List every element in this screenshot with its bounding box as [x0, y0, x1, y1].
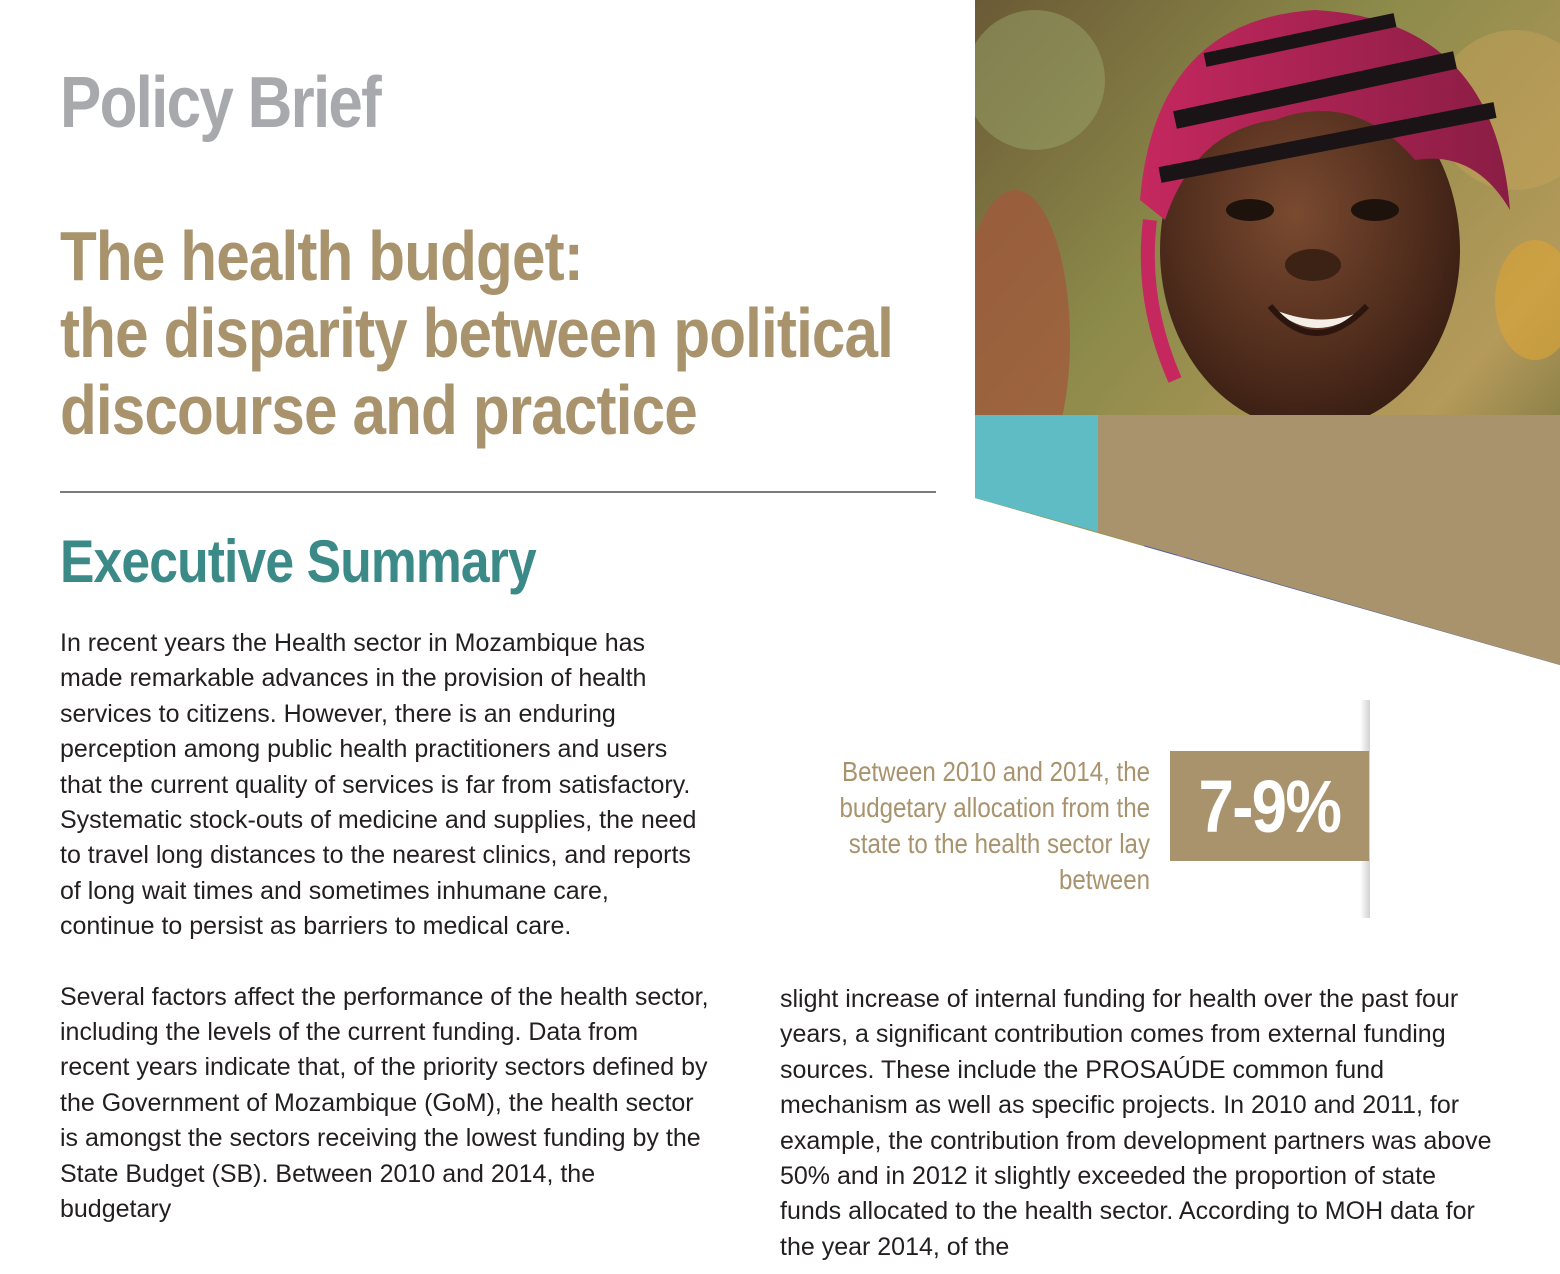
section-heading: Executive Summary — [60, 528, 536, 595]
title-divider — [60, 491, 936, 493]
title-line: discourse and practice — [60, 371, 697, 449]
body-column-left — [60, 626, 710, 1228]
callout-value: 7-9% — [1198, 764, 1341, 848]
document-title — [60, 218, 893, 449]
document-eyebrow: Policy Brief — [60, 63, 381, 143]
tan-accent-band — [1098, 415, 1560, 665]
body-paragraph: In recent years the Health sector in Mozambique has made remarkable advances in the provision of health services to citizens. However, there is an enduring perception among public health practitioners and users that the current quality of services is far from satisfactory. Systematic stock-outs of medicine and supplies, the need to travel long distances to the nearest clinics, and reports of long wait times and sometimes inhumane care, continue to persist as barriers to medical care. — [60, 629, 697, 941]
cover-photo-art — [975, 0, 1560, 665]
title-line: the disparity between political — [60, 294, 894, 372]
title-line: The health budget: — [60, 217, 583, 295]
callout-text: Between 2010 and 2014, the budgetary allocation from the state to the health sector lay between — [839, 756, 1150, 895]
body-column-right — [780, 982, 1500, 1265]
cover-photo — [975, 0, 1560, 665]
callout-box — [1170, 751, 1369, 861]
body-paragraph: Several factors affect the performance of the health sector, including the levels of the current funding. Data from recent years indicate that, of the priority sectors defined by the Government of Mozambique (GoM), the health sector is amongst the sectors receiving the lowest funding by the State Budget (SB). Between 2010 and 2014, the budgetary — [60, 982, 709, 1224]
body-paragraph: slight increase of internal funding for health over the past four years, a significant contribution comes from external funding sources. These include the PROSAÚDE common fund mechanism as well as specific projects. In 2010 and 2011, for example, the contribution from development partners was above 50% and in 2012 it slightly exceeded the proportion of state funds allocated to the health sector. According to MOH data for the year 2014, of the — [780, 985, 1492, 1261]
teal-accent-band — [975, 415, 1098, 532]
